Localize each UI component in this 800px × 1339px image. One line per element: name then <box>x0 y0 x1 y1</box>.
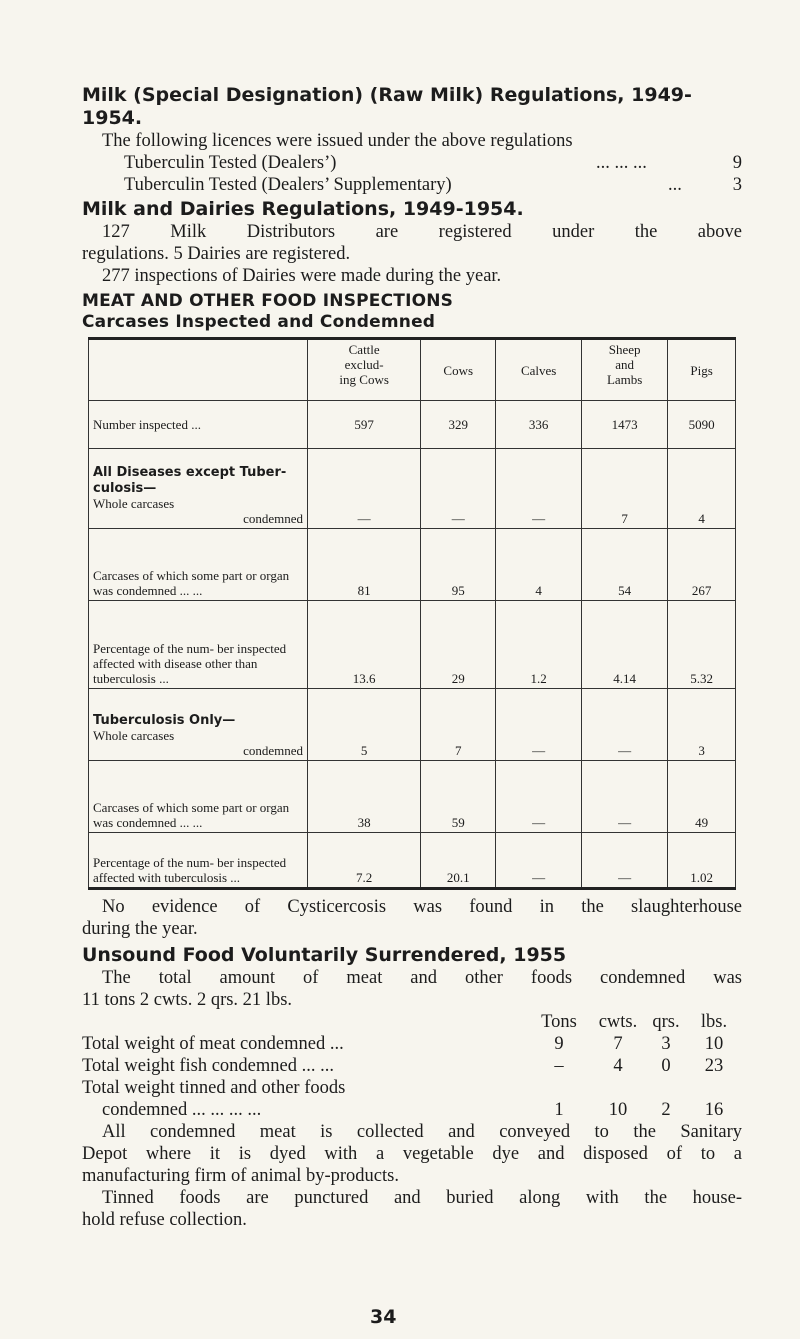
weight-row-tinned-label: Total weight tinned and other foods <box>82 1078 346 1098</box>
col-header-sheep: Sheep and Lambs <box>582 339 668 401</box>
distributors-para-line1: 127 Milk Distributors are registered under the above <box>102 222 742 242</box>
licences-intro: The following licences were issued under the above regulations <box>102 131 573 151</box>
col-header-pigs: Pigs <box>668 339 736 401</box>
table-cell: 7.2 <box>308 833 421 889</box>
milk-special-designation-heading: Milk (Special Designation) (Raw Milk) Regulations, 1949-1954. <box>82 84 692 129</box>
table-row <box>89 401 736 449</box>
table-cell: 13.6 <box>308 601 421 689</box>
table-cell: 7 <box>421 689 496 761</box>
carcases-table <box>88 337 736 890</box>
cysticercosis-line1: No evidence of Cysticercosis was found in the slaughterhouse <box>102 897 742 917</box>
table-row <box>89 689 736 761</box>
table-cell: — <box>496 761 582 833</box>
milk-dairies-heading: Milk and Dairies Regulations, 1949-1954. <box>82 198 524 220</box>
table-cell: — <box>582 689 668 761</box>
row-label: Carcases of which some part or organ was condemned ... ... <box>89 529 308 601</box>
table-row <box>89 833 736 889</box>
licence-row-tt-dealers-supplementary: Tuberculin Tested (Dealers’ Supplementary) ... 3 <box>124 175 742 195</box>
table-cell: — <box>496 833 582 889</box>
row-label: Percentage of the num- ber inspected affected with tuberculosis ... <box>89 833 308 889</box>
row-label: Number inspected ... <box>89 401 308 449</box>
row-label: Percentage of the num- ber inspected affected with disease other than tuberculosis ... <box>89 601 308 689</box>
distributors-para-line2: regulations. 5 Dairies are registered. <box>82 244 351 264</box>
table-row <box>89 449 736 529</box>
table-cell: 329 <box>421 401 496 449</box>
total-condemned-line1: The total amount of meat and other foods condemned was <box>102 968 742 988</box>
table-cell: — <box>496 449 582 529</box>
table-cell: 81 <box>308 529 421 601</box>
table-cell: 1.02 <box>668 833 736 889</box>
table-cell: — <box>421 449 496 529</box>
tinned-para-line1: Tinned foods are punctured and buried along with the house- <box>102 1188 742 1208</box>
table-cell: 7 <box>582 449 668 529</box>
table-row <box>89 601 736 689</box>
col-header-cows: Cows <box>421 339 496 401</box>
tinned-para-line2: hold refuse collection. <box>82 1210 247 1230</box>
table-cell: 5 <box>308 689 421 761</box>
table-cell: 4.14 <box>582 601 668 689</box>
table-cell: 597 <box>308 401 421 449</box>
disposal-para-line1: All condemned meat is collected and conveyed to the Sanitary <box>102 1122 742 1142</box>
dairy-inspections-para: 277 inspections of Dairies were made during the year. <box>102 266 502 286</box>
table-cell: — <box>582 833 668 889</box>
table-cell: 29 <box>421 601 496 689</box>
disposal-para-line2: Depot where it is dyed with a vegetable dye and disposed of to a <box>82 1144 742 1164</box>
unit-lbs: lbs. <box>700 1012 728 1032</box>
table-cell: 336 <box>496 401 582 449</box>
licence-row-tt-dealers: Tuberculin Tested (Dealers’) ... ... ... 9 <box>124 153 742 173</box>
total-condemned-line2: 11 tons 2 cwts. 2 qrs. 21 lbs. <box>82 990 293 1010</box>
table-cell: 49 <box>668 761 736 833</box>
weights-units-row <box>82 1011 742 1033</box>
unsound-food-heading: Unsound Food Voluntarily Surrendered, 1955 <box>82 944 567 966</box>
table-row <box>89 761 736 833</box>
unit-cwts: cwts. <box>598 1012 638 1032</box>
unit-qrs: qrs. <box>652 1012 680 1032</box>
row-label: Tuberculosis Only— Whole carcases condemned <box>89 689 308 761</box>
table-cell: 4 <box>668 449 736 529</box>
col-header-calves: Calves <box>496 339 582 401</box>
table-cell: 3 <box>668 689 736 761</box>
page-number: 34 <box>370 1306 397 1328</box>
table-cell: — <box>582 761 668 833</box>
weight-row-meat: Total weight of meat condemned ... 9 7 3 10 <box>82 1034 724 1054</box>
table-cell: 267 <box>668 529 736 601</box>
weight-row-fish: Total weight fish condemned ... ... – 4 0 23 <box>82 1056 724 1076</box>
table-cell: 4 <box>496 529 582 601</box>
meat-inspections-heading: MEAT AND OTHER FOOD INSPECTIONS <box>82 291 454 311</box>
table-cell: 95 <box>421 529 496 601</box>
table-cell: 1473 <box>582 401 668 449</box>
table-cell: 20.1 <box>421 833 496 889</box>
table-header-blank <box>89 339 308 401</box>
table-cell: 38 <box>308 761 421 833</box>
row-label: All Diseases except Tuber- culosis— Whole carcases condemned <box>89 449 308 529</box>
cysticercosis-line2: during the year. <box>82 919 198 939</box>
weights-table <box>82 1011 742 1121</box>
table-cell: — <box>308 449 421 529</box>
table-header-row <box>89 339 736 401</box>
table-row <box>89 529 736 601</box>
col-header-cattle: Cattle exclud- ing Cows <box>308 339 421 401</box>
row-label: Carcases of which some part or organ was condemned ... ... <box>89 761 308 833</box>
table-cell: 54 <box>582 529 668 601</box>
table-cell: — <box>496 689 582 761</box>
table-cell: 1.2 <box>496 601 582 689</box>
table-cell: 59 <box>421 761 496 833</box>
table-cell: 5.32 <box>668 601 736 689</box>
carcases-subheading: Carcases Inspected and Condemned <box>82 312 436 332</box>
unit-tons: Tons <box>541 1012 577 1032</box>
weight-row-tinned: condemned ... ... ... ... 1 10 2 16 <box>102 1100 724 1120</box>
table-cell: 5090 <box>668 401 736 449</box>
disposal-para-line3: manufacturing firm of animal by-products. <box>82 1166 399 1186</box>
document-page <box>82 84 742 1231</box>
